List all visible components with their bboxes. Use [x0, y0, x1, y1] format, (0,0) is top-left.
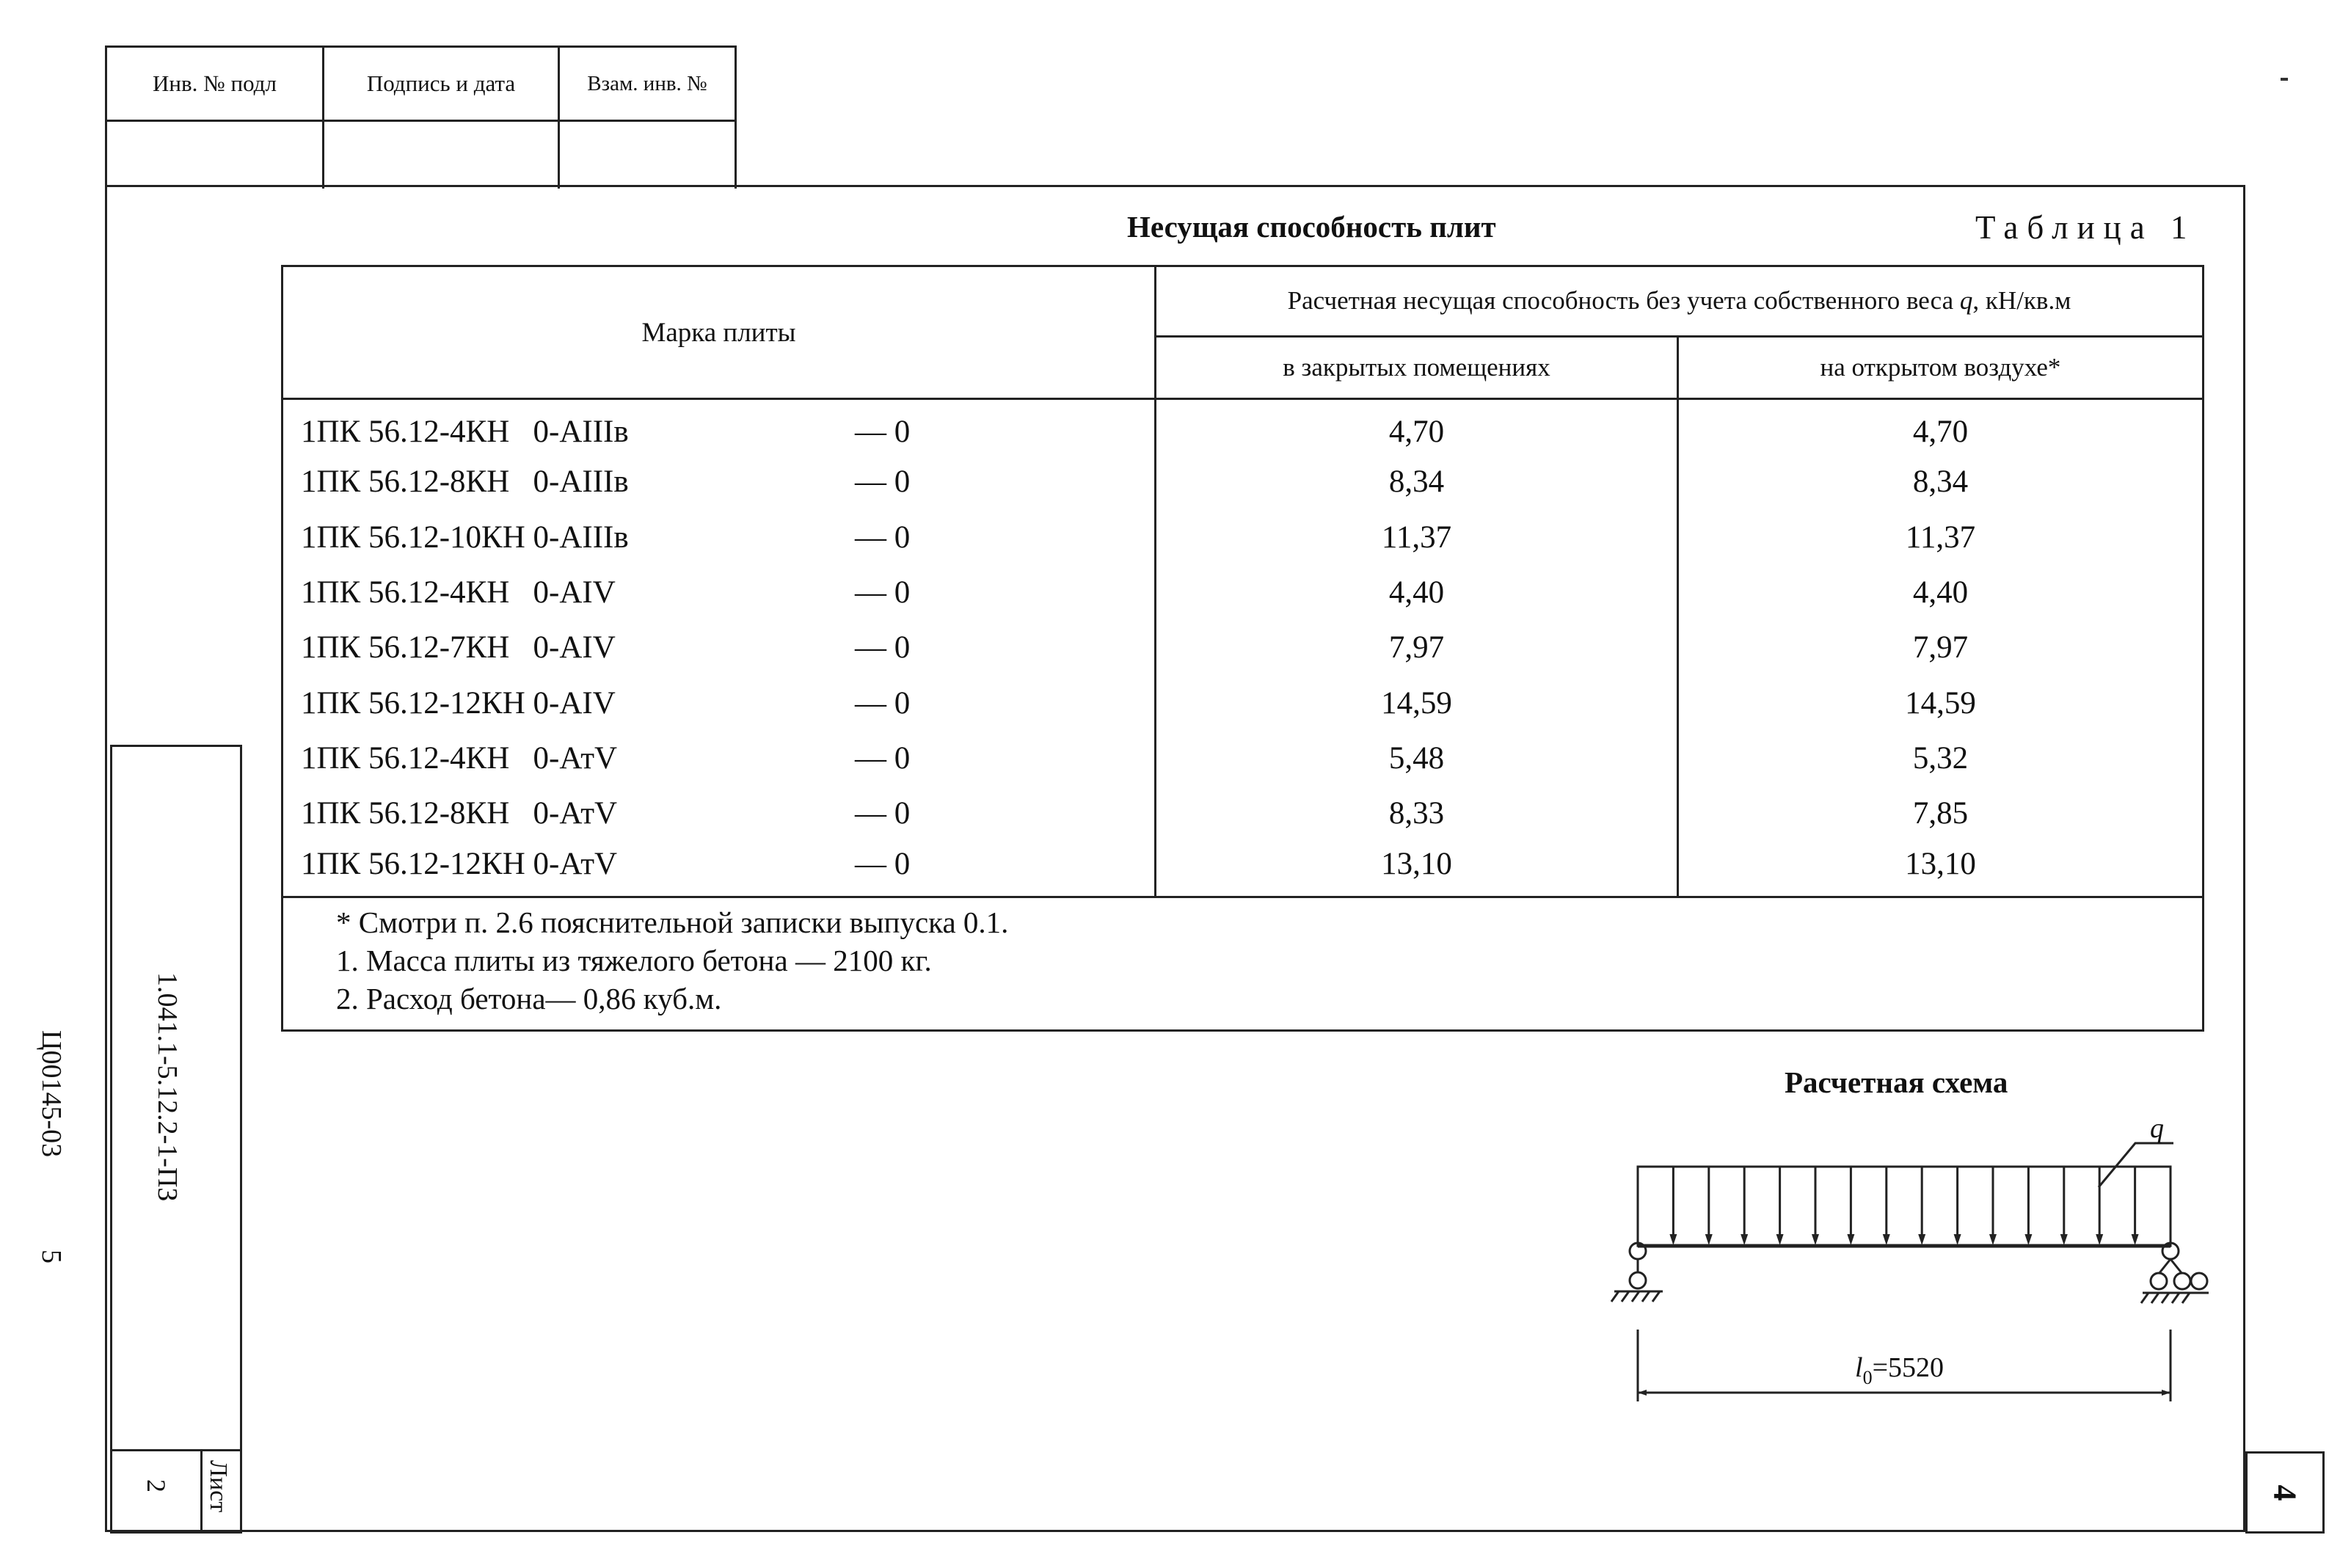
cell-mark [283, 842, 1156, 897]
archive-code: Ц00145-03 [36, 1030, 67, 1158]
load-arrowhead [1741, 1234, 1748, 1245]
table-row [283, 399, 2204, 454]
load-arrowhead [2060, 1234, 2068, 1245]
mark-code: 1ПК 56.12-8КН 0-АIIIв [301, 464, 629, 500]
cell-open: 7,85 [1678, 786, 2204, 841]
cell-closed: 4,70 [1156, 399, 1678, 454]
table-row [283, 510, 2204, 565]
load-arrowhead [1954, 1234, 1961, 1245]
table-row [283, 731, 2204, 786]
mark-code: 1ПК 56.12-8КН 0-АтV [301, 796, 618, 831]
load-arrowhead [1883, 1234, 1890, 1245]
stamp-col-inv [107, 48, 324, 189]
load-arrowhead [1776, 1234, 1784, 1245]
mark-suffix: — 0 [855, 796, 911, 831]
stamp-col-sign [324, 48, 560, 189]
approval-stamp [105, 45, 737, 189]
header-capacity-var: q [1959, 286, 1973, 316]
mark-suffix: — 0 [855, 575, 911, 610]
cell-open: 5,32 [1678, 731, 2204, 786]
table-label: Таблица 1 [1975, 209, 2196, 246]
table-body [283, 399, 2204, 897]
mark-code: 1ПК 56.12-12КН 0-АтV [301, 847, 618, 882]
header-open: на открытом воздухе* [1678, 336, 2204, 399]
beam-diagram [1592, 1093, 2209, 1416]
header-capacity-text: Расчетная несущая способность без учета собственного веса [1287, 286, 1954, 316]
mark-code: 1ПК 56.12-4КН 0-АIIIв [301, 414, 629, 449]
cell-closed: 7,97 [1156, 620, 1678, 675]
cell-closed: 8,34 [1156, 454, 1678, 509]
table-notes [283, 897, 2204, 1030]
cell-mark [283, 620, 1156, 675]
cell-mark [283, 786, 1156, 841]
right-support [2141, 1243, 2209, 1303]
stamp-label-inv: Инв. № подл [107, 48, 322, 122]
span-var: l [1855, 1352, 1863, 1383]
table-row [283, 620, 2204, 675]
mark-suffix: — 0 [855, 519, 911, 555]
sheet-label: Лист [205, 1460, 232, 1513]
load-arrowhead [1918, 1234, 1925, 1245]
mark-suffix: — 0 [855, 414, 911, 449]
load-label: q [2150, 1113, 2164, 1144]
note-line: 2. Расход бетона— 0,86 куб.м. [336, 982, 722, 1016]
stamp-col-replace [560, 48, 735, 189]
load-arrowhead [1669, 1234, 1677, 1245]
mark-code: 1ПК 56.12-4КН 0-АIV [301, 575, 616, 610]
schema-title: Расчетная схема [1785, 1065, 2008, 1099]
mark-code: 1ПК 56.12-7КН 0-АIV [301, 630, 616, 666]
cell-open: 13,10 [1678, 842, 2204, 897]
table-row [283, 565, 2204, 620]
load-arrowhead [1989, 1234, 1997, 1245]
capacity-table [281, 265, 2204, 1032]
cell-open: 7,97 [1678, 620, 2204, 675]
mark-code: 1ПК 56.12-4КН 0-АтV [301, 741, 618, 776]
table-row [283, 454, 2204, 509]
cell-mark [283, 731, 1156, 786]
cell-mark [283, 510, 1156, 565]
note-line: 1. Масса плиты из тяжелого бетона — 2100 кг. [336, 944, 932, 978]
table-row [283, 842, 2204, 897]
mark-code: 1ПК 56.12-10КН 0-АIIIв [301, 519, 629, 555]
archive-number: 5 [36, 1250, 67, 1263]
span-value: =5520 [1872, 1352, 1944, 1383]
cell-open: 14,59 [1678, 676, 2204, 731]
cell-open: 8,34 [1678, 454, 2204, 509]
load-arrowhead [2132, 1234, 2139, 1245]
mark-suffix: — 0 [855, 847, 911, 882]
stamp-label-replace: Взам. инв. № [560, 48, 735, 122]
table-row [283, 676, 2204, 731]
distributed-load [1638, 1167, 2170, 1246]
cell-open: 4,70 [1678, 399, 2204, 454]
mark-suffix: — 0 [855, 741, 911, 776]
left-support [1611, 1243, 1663, 1302]
span-sub: 0 [1862, 1367, 1873, 1388]
cell-mark [283, 676, 1156, 731]
stamp-label-sign: Подпись и дата [324, 48, 558, 122]
cell-mark [283, 454, 1156, 509]
header-closed: в закрытых помещениях [1156, 336, 1678, 399]
sheet-number: 2 [142, 1479, 171, 1492]
header-capacity [1156, 266, 2204, 337]
cell-closed: 13,10 [1156, 842, 1678, 897]
scan-mark [2281, 78, 2288, 81]
doc-code: 1.041.1-5.12.2-1-ПЗ [152, 972, 183, 1202]
load-arrowhead [1812, 1234, 1819, 1245]
load-arrows [1669, 1167, 2138, 1245]
header-capacity-unit: , кН/кв.м [1972, 286, 2071, 316]
mark-suffix: — 0 [855, 685, 911, 721]
cell-closed: 4,40 [1156, 565, 1678, 620]
load-arrowhead [2024, 1234, 2032, 1245]
load-arrowhead [1847, 1234, 1854, 1245]
mark-code: 1ПК 56.12-12КН 0-АIV [301, 685, 616, 721]
load-arrowhead [2096, 1234, 2103, 1245]
page-title: Несущая способность плит [1127, 210, 1496, 244]
note-line: * Смотри п. 2.6 пояснительной записки выпуска 0.1. [336, 905, 1009, 940]
cell-mark [283, 399, 1156, 454]
cell-closed: 11,37 [1156, 510, 1678, 565]
cell-closed: 8,33 [1156, 786, 1678, 841]
load-arrowhead [1705, 1234, 1713, 1245]
side-strip-divider [110, 1449, 242, 1451]
page-number-box [2245, 1451, 2325, 1534]
cell-closed: 5,48 [1156, 731, 1678, 786]
mark-suffix: — 0 [855, 464, 911, 500]
cell-open: 4,40 [1678, 565, 2204, 620]
page-number: 4 [2267, 1484, 2303, 1500]
cell-mark [283, 565, 1156, 620]
cell-open: 11,37 [1678, 510, 2204, 565]
table-row [283, 786, 2204, 841]
header-mark: Марка плиты [283, 266, 1156, 399]
cell-closed: 14,59 [1156, 676, 1678, 731]
side-sheet-divider [200, 1449, 203, 1534]
span-label [1855, 1352, 1944, 1388]
mark-suffix: — 0 [855, 630, 911, 666]
